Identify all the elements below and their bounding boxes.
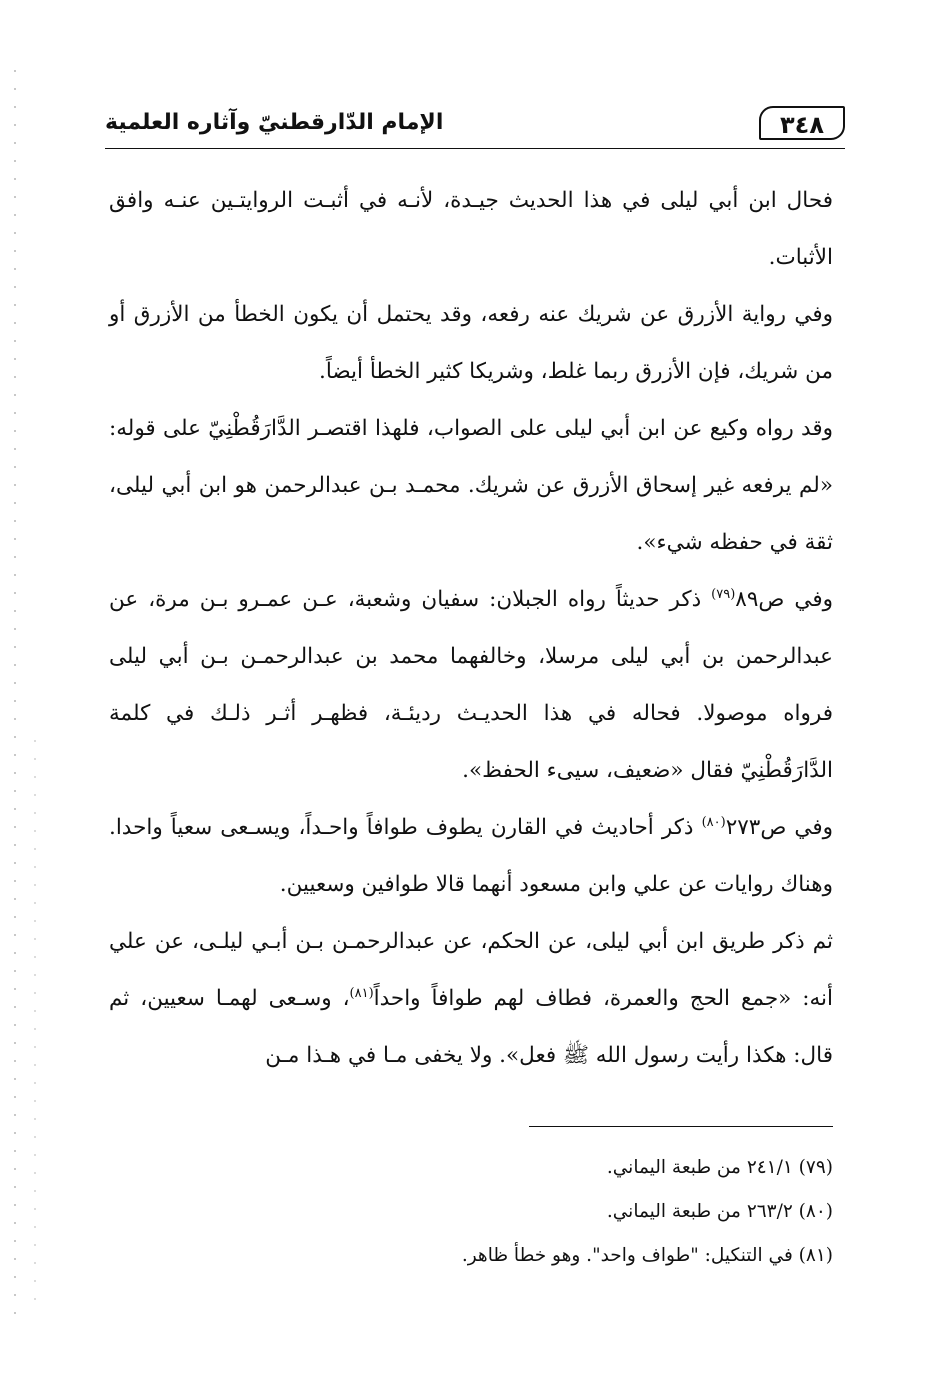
paragraph-text: وفي ص٢٧٣: [725, 815, 833, 840]
paragraph-text: فحال ابن أبي ليلى في هذا الحديث جيـدة، لأنـه في أثبـت الروايتـين عنـه وافق الأثبات.: [109, 188, 833, 270]
paragraph-text: وفي رواية الأزرق عن شريك عنه رفعه، وقد يحتمل أن يكون الخطأ من الأزرق أو من شريك، فإن الأزرق ربما غلط، وشريكا كثير الخطأ أيضاً.: [109, 302, 833, 384]
paragraph: [109, 172, 833, 286]
page-number-badge: ٣٤٨: [759, 106, 845, 140]
paragraph-text: ذكر حديثاً رواه الجبلان: سفيان وشعبة، عـن عمـرو بـن مرة، عن عبدالرحمن بن أبي ليلى مرسلا، وخالفهما محمد بن عبدالرحمـن بـن أبي ليلى فرواه موصولا. فحاله في هذا الحديـث رديئـة، فظهـر أثـر ذلـك في كلمة الدَّارَقُطْنِيّ فقال «ضعيف، سيىء الحفظ».: [109, 587, 833, 783]
paragraph-text: ذكر أحاديث في القارن يطوف طوافاً واحـداً، ويسـعى سعياً واحدا. وهناك روايات عن علي وابن مسعود أنهما قالا طوافين وسعيين.: [109, 815, 833, 897]
paragraph-text: وفي ص٨٩: [735, 587, 833, 612]
footnote-rule: [529, 1126, 833, 1127]
footnotes: [109, 1146, 833, 1278]
paragraph: [109, 286, 833, 400]
paragraph: [109, 400, 833, 571]
footnote-reference: (٧٩): [711, 586, 736, 602]
paragraph-text: ، وسـعى لهمـا سعيين، ثم قال: هكذا رأيت رسول الله ﷺ فعل». ولا يخفى مـا في هـذا مـن: [109, 986, 833, 1068]
paragraph-text: ثم ذكر طريق ابن أبي ليلى، عن الحكم، عن عبدالرحمـن بـن أبـي ليلـى، عن علي أنه: «جمع الحج والعمرة، فطاف لهم طوافاً واحداً: [109, 929, 834, 1011]
paragraph: [109, 913, 833, 1084]
scan-artifact-left: [14, 70, 16, 1320]
paragraph: [109, 799, 833, 913]
footnote: (٨٠) ٢٦٣/٢ من طبعة اليماني.: [606, 1201, 833, 1222]
footnote: (٨١) في التنكيل: "طواف واحد". وهو خطأ ظاهر.: [461, 1245, 833, 1266]
page-header: [105, 102, 845, 146]
scan-artifact-left-inner: [34, 740, 36, 1300]
footnote: (٧٩) ٢٤١/١ من طبعة اليماني.: [606, 1157, 833, 1178]
paragraph-text: وقد رواه وكيع عن ابن أبي ليلى على الصواب، فلهذا اقتصـر الدَّارَقُطْنِيّ على قوله: «لم يرفعه غير إسحاق الأزرق عن شريك. محمـد بـن عبدالرحمن هو ابن أبي ليلى، ثقة في حفظه شيء».: [109, 416, 833, 555]
footnote-reference: (٨٠): [701, 814, 726, 830]
main-text: [109, 172, 833, 1084]
paragraph: [109, 571, 833, 799]
header-rule: [105, 148, 845, 149]
running-title: الإمام الدّارقطنيّ وآثاره العلمية: [105, 110, 444, 135]
footnote-reference: (٨١): [349, 985, 374, 1001]
